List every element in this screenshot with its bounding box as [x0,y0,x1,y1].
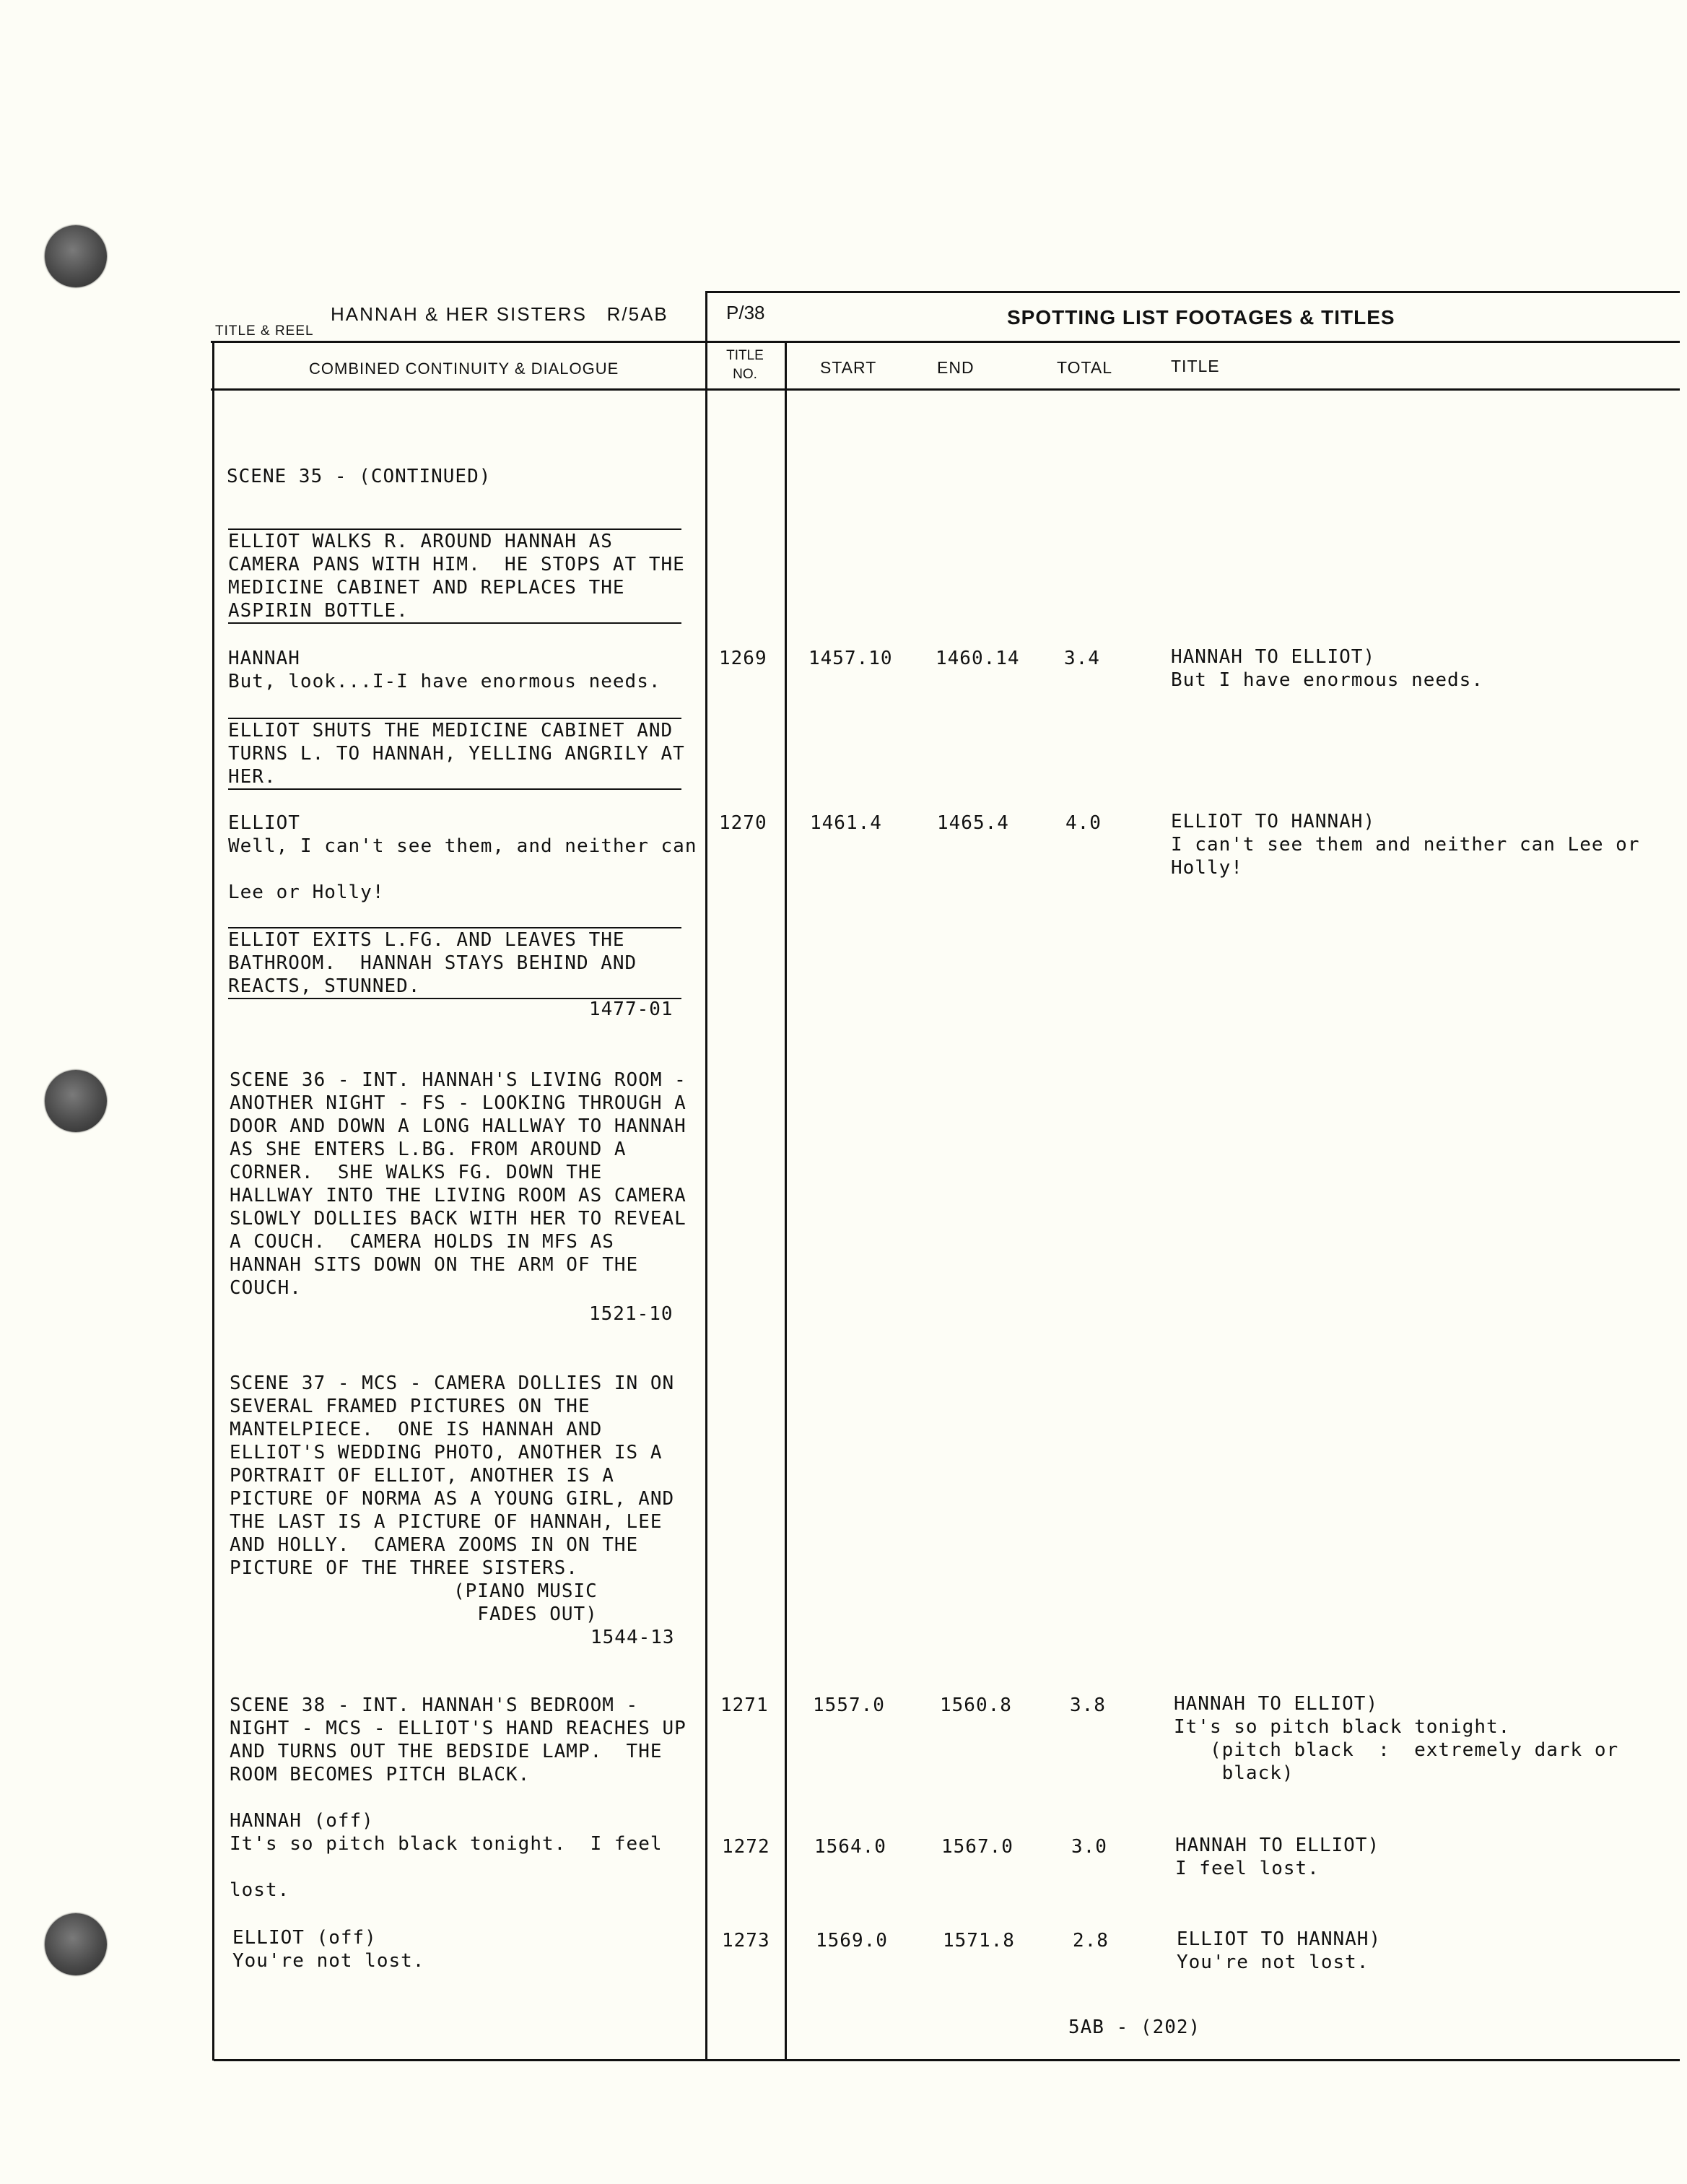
top-rule-right [705,291,1680,293]
column-end: END [937,358,975,377]
total-1273: 2.8 [1073,1930,1109,1952]
dialogue-hannah-1 [228,647,661,693]
dialogue-line: Well, I can't see them, and neither can [228,835,697,857]
end-1270: 1465.4 [937,812,1009,834]
column-title-no-bottom: NO. [733,367,757,382]
dialogue-line: But, look...I-I have enormous needs. [228,671,661,692]
action-block-2: ELLIOT SHUTS THE MEDICINE CABINET AND TURNS L. TO HANNAH, YELLING ANGRILY AT HER. [228,718,681,790]
end-1269: 1460.14 [936,648,1020,669]
action-block-3: ELLIOT EXITS L.FG. AND LEAVES THE BATHROOM. HANNAH STAYS BEHIND AND REACTS, STUNNED. [228,927,681,999]
total-1269: 3.4 [1064,648,1100,669]
dialogue-elliot-2 [232,1926,424,1972]
speaker-name: HANNAH [228,648,300,669]
footage-1544: 1544-13 [590,1627,675,1648]
column-total: TOTAL [1057,358,1112,377]
column-title-no-top: TITLE [726,348,764,363]
scene-38-description: SCENE 38 - INT. HANNAH'S BEDROOM - NIGHT - MCS - ELLIOT'S HAND REACHES UP AND TURNS OUT THE BEDSIDE LAMP. THE ROOM BECOMES PITCH BLACK. [230,1694,686,1785]
title-no-1269: 1269 [719,648,767,669]
total-1271: 3.8 [1070,1694,1106,1716]
binder-hole-middle [45,1070,107,1132]
scene-35-heading: SCENE 35 - (CONTINUED) [227,466,492,487]
column-title: TITLE [1171,357,1220,375]
binder-hole-bottom [45,1913,107,1975]
page-heading: SPOTTING LIST FOOTAGES & TITLES [1007,306,1395,329]
start-1272: 1564.0 [814,1836,886,1858]
end-1273: 1571.8 [943,1930,1015,1952]
bottom-rule [214,2059,1680,2061]
title-no-1271: 1271 [720,1694,769,1716]
dialogue-line: You're not lost. [232,1950,425,1972]
speaker-name: ELLIOT (off) [232,1927,377,1949]
page-footer: 5AB - (202) [1068,2016,1201,2038]
total-1270: 4.0 [1065,812,1102,834]
subtitle-1272: HANNAH TO ELLIOT) I feel lost. [1175,1835,1380,1879]
scene-37-description: SCENE 37 - MCS - CAMERA DOLLIES IN ON SEVERAL FRAMED PICTURES ON THE MANTELPIECE. ONE IS HANNAH AND ELLIOT'S WEDDING PHOTO, ANOTHER IS A PORTRAIT OF ELLIOT, ANOTHER IS A PICTURE OF NORMA AS A YOUNG GIRL, AND THE LAST IS A PICTURE OF HANNAH, LEE AND HOLLY. CAMERA ZOOMS IN ON THE PICTURE OF THE THREE SISTERS. [230,1372,675,1579]
dialogue-elliot-1 [228,812,697,904]
footage-1477: 1477-01 [589,999,674,1020]
left-border [212,341,214,2061]
dialogue-line: lost. [230,1879,290,1901]
start-1273: 1569.0 [816,1930,888,1952]
dialogue-hannah-2 [230,1809,663,1902]
title-reel-label: TITLE & REEL [215,323,314,339]
scene-37-music-cue: (PIANO MUSIC FADES OUT) [453,1580,598,1625]
total-1272: 3.0 [1071,1836,1107,1858]
title-no-1270: 1270 [719,812,767,834]
page-number: P/38 [726,302,765,323]
start-1271: 1557.0 [813,1694,885,1716]
title-reel-value: HANNAH & HER SISTERS R/5AB [331,303,668,325]
subtitle-1271: HANNAH TO ELLIOT) It's so pitch black tonight. (pitch black : extremely dark or black) [1174,1693,1619,1784]
start-1270: 1461.4 [810,812,882,834]
scene-36-description: SCENE 36 - INT. HANNAH'S LIVING ROOM - ANOTHER NIGHT - FS - LOOKING THROUGH A DOOR AND DOWN A LONG HALLWAY TO HANNAH AS SHE ENTERS L.BG. FROM AROUND A CORNER. SHE WALKS FG. DOWN THE HALLWAY INTO THE LIVING ROOM AS CAMERA SLOWLY DOLLIES BACK WITH HER TO REVEAL A COUCH. CAMERA HOLDS IN MFS AS HANNAH SITS DOWN ON THE ARM OF THE COUCH. [230,1069,686,1299]
speaker-name: ELLIOT [228,812,300,834]
subtitle-1270: ELLIOT TO HANNAH) I can't see them and neither can Lee or Holly! [1171,811,1640,879]
column-header-rule [211,388,1680,391]
divider-continuity [705,291,707,2061]
title-no-1272: 1272 [722,1836,770,1858]
column-start: START [820,358,877,377]
column-continuity: COMBINED CONTINUITY & DIALOGUE [309,360,619,378]
title-no-1273: 1273 [722,1930,770,1952]
speaker-name: HANNAH (off) [230,1810,374,1832]
footage-1521: 1521-10 [589,1303,674,1325]
dialogue-line: Lee or Holly! [228,882,385,903]
dialogue-line: It's so pitch black tonight. I feel [230,1833,663,1855]
subtitle-1273: ELLIOT TO HANNAH) You're not lost. [1177,1928,1382,1973]
end-1271: 1560.8 [940,1694,1012,1716]
header-rule [211,341,1680,343]
binder-hole-top [45,225,107,287]
subtitle-1269: HANNAH TO ELLIOT) But I have enormous needs. [1171,646,1483,691]
action-block-1: ELLIOT WALKS R. AROUND HANNAH AS CAMERA PANS WITH HIM. HE STOPS AT THE MEDICINE CABINET AND REPLACES THE ASPIRIN BOTTLE. [228,528,681,624]
end-1272: 1567.0 [941,1836,1013,1858]
start-1269: 1457.10 [808,648,893,669]
divider-title-no [785,341,787,2061]
